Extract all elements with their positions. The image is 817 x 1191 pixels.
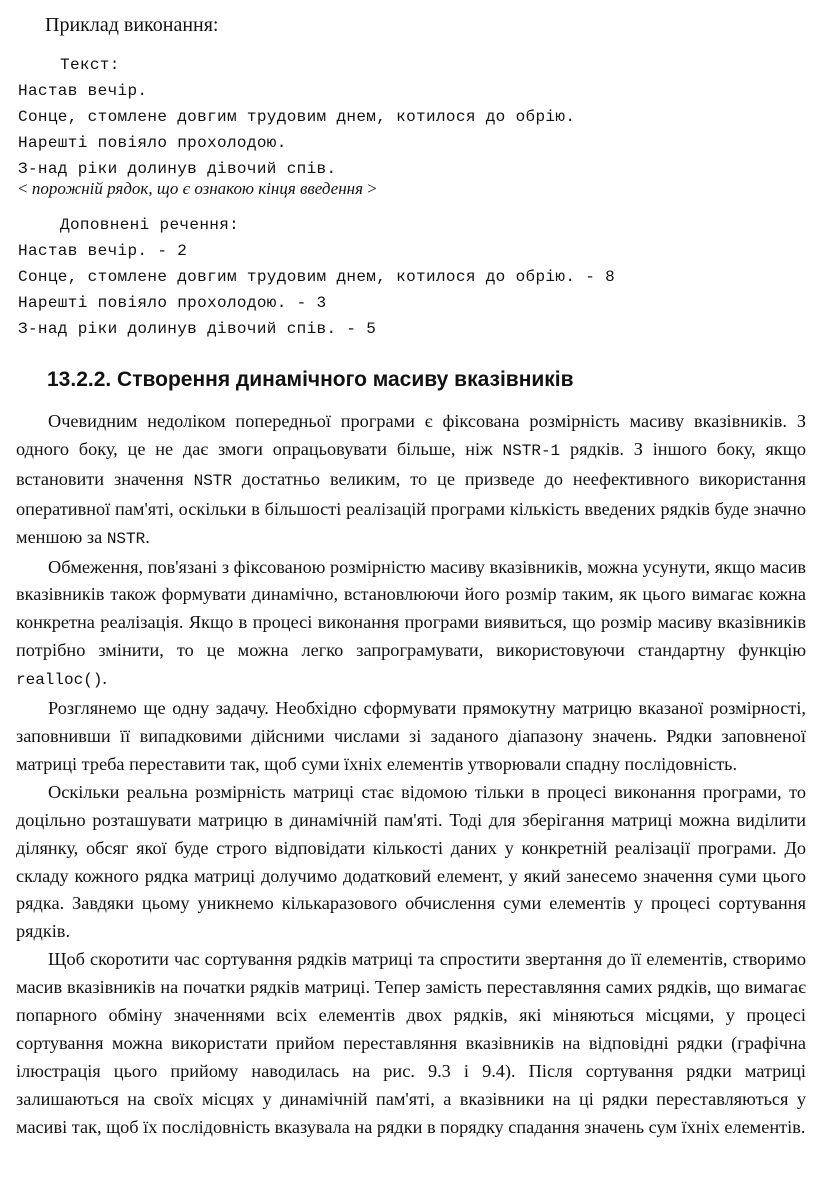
paragraph-2 — [16, 554, 806, 696]
inline-code: NSTR-1 — [502, 441, 561, 460]
empty-note-close: > — [362, 179, 377, 198]
input-line: З-над ріки долинув дівочий спів. — [18, 160, 337, 178]
paragraph-text: Очевидним недоліком попередньої програми є фіксована розмірність масиву вказівників. З одного боку, це не дає змоги опрацьовувати більше, ніж — [16, 411, 806, 459]
input-text-block — [18, 52, 808, 182]
section-body — [16, 408, 806, 1142]
paragraph-1 — [16, 408, 806, 554]
inline-code: realloc() — [16, 671, 103, 690]
empty-line-note — [18, 177, 377, 201]
input-line: Сонце, стомлене довгим трудовим днем, котилося до обрію. — [18, 108, 576, 126]
input-line: Настав вечір. — [18, 82, 148, 100]
paragraph-3: Розглянемо ще одну задачу. Необхідно сформувати прямокутну матрицю вказаної розмірності, заповнивши її випадковими дійсними числами зі заданого діапазону значень. Рядки заповненої матриці треба переставити так, щоб суми їхніх елементів утворювали спадну послідовність. — [16, 698, 806, 774]
output-text-block — [18, 212, 808, 342]
output-line: З-над ріки долинув дівочий спів. - 5 — [18, 320, 377, 338]
paragraph-text: рядків. З іншого боку, якщо встановити значення — [16, 438, 806, 489]
paragraph-text: Обмеження, пов'язані з фіксованою розмірністю масиву вказівників, можна усунути, якщо масив вказівників також формувати динамічно, встановлюючи його розмір таким, як цього вимагає кожна конкретна реалізація. Якщо в процесі виконання програми виявиться, що розмір масиву вказівників потрібно змінити, то це можна легко запрограмувати, використовуючи стандартну функцію — [16, 556, 806, 661]
empty-note-open: < — [18, 179, 32, 198]
input-line: Нарешті повіяло прохолодою. — [18, 134, 287, 152]
inline-code: NSTR — [193, 471, 232, 490]
output-label: Доповнені речення: — [60, 216, 240, 234]
inline-code: NSTR — [106, 529, 146, 548]
output-line: Настав вечір. - 2 — [18, 242, 188, 260]
output-line: Сонце, стомлене довгим трудовим днем, котилося до обрію. - 8 — [18, 268, 616, 286]
example-heading: Приклад виконання: — [45, 14, 219, 36]
paragraph-text: . — [102, 668, 107, 689]
paragraph-text: достатньо великим, то це призведе до неефективного використання оперативної пам'яті, оскільки в більшості реалізацій програми кількість введених рядків буде значно меншою за — [16, 468, 806, 547]
paragraph-5: Щоб скоротити час сортування рядків матриці та спростити звертання до її елементів, створимо масив вказівників на початки рядків матриці. Тепер замість переставляння самих рядків, що вимагає попарного обміну значеннями всіх елементів двох рядків, які міняються місцями, у процесі сортування можна використати прийом переставляння вказівників на відповідні рядки (графічна ілюстрація цього прийому наводилась на рис. 9.3 і 9.4). Після сортування рядки матриці залишаються на своїх місцях у динамічній пам'яті, а вказівники на ці рядки переставляються у масиві так, щоб їх послідовність вказувала на рядки в порядку спадання значень сум їхніх елементів. — [16, 949, 806, 1137]
output-line: Нарешті повіяло прохолодою. - 3 — [18, 294, 327, 312]
paragraph-4: Оскільки реальна розмірність матриці стає відомою тільки в процесі виконання програми, то доцільно розташувати матрицю в динамічній пам'яті. Тоді для зберігання матриці можна виділити ділянку, обсяг якої буде строго відповідати кількості даних у конкретній реалізації програми. До складу кожного рядка матриці долучимо додатковий елемент, у який занесемо значення суми цього рядка. Завдяки цьому уникнемо кількаразового обчислення суми елементів у процесі сортування рядків. — [16, 781, 806, 942]
section-title: 13.2.2. Створення динамічного масиву вказівників — [47, 368, 574, 391]
empty-note-text: порожній рядок, що є ознакою кінця введення — [31, 179, 363, 198]
paragraph-text: . — [145, 526, 150, 547]
input-label: Текст: — [60, 56, 120, 74]
